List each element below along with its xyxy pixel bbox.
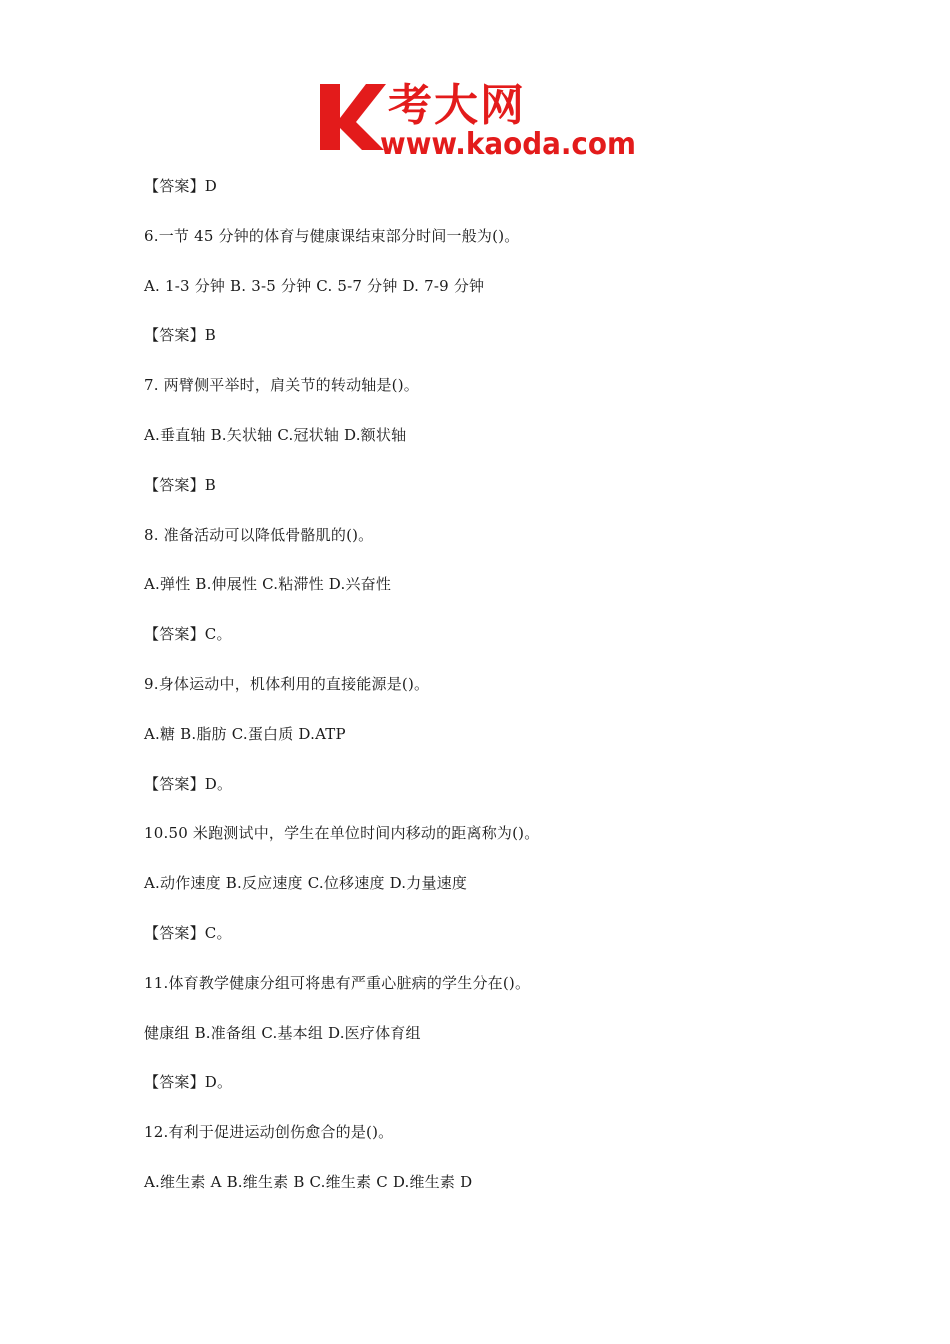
options-12: A.维生素 A B.维生素 B C.维生素 C D.维生素 D: [144, 1172, 473, 1191]
answer-line-8: 【答案】C。: [144, 625, 232, 644]
answer-line-6: 【答案】B: [144, 326, 217, 345]
question-8: 8. 准备活动可以降低骨骼肌的()。: [144, 525, 374, 544]
question-7: 7. 两臂侧平举时，肩关节的转动轴是()。: [144, 376, 419, 395]
options-9: A.糖 B.脂肪 C.蛋白质 D.ATP: [144, 724, 346, 743]
logo-url-text: www.kaoda.com: [380, 127, 636, 160]
answer-line-5: 【答案】D: [144, 177, 218, 195]
answer-line-11: 【答案】D。: [144, 1073, 233, 1092]
options-8: A.弹性 B.伸展性 C.粘滞性 D.兴奋性: [144, 575, 392, 594]
kaoda-logo: [318, 78, 640, 160]
question-12: 12.有利于促进运动创伤愈合的是()。: [144, 1123, 394, 1142]
options-6: A. 1-3 分钟 B. 3-5 分钟 C. 5-7 分钟 D. 7-9 分钟: [144, 276, 485, 295]
question-content: [144, 174, 844, 1220]
logo-k-mark: [320, 84, 386, 150]
answer-line-10: 【答案】C。: [144, 923, 232, 942]
options-10: A.动作速度 B.反应速度 C.位移速度 D.力量速度: [144, 874, 468, 893]
answer-line-7: 【答案】B: [144, 475, 217, 494]
question-11: 11.体育教学健康分组可将患有严重心脏病的学生分在()。: [144, 973, 531, 992]
kaoda-logo-graphic: [318, 78, 640, 160]
question-10: 10.50 米跑测试中，学生在单位时间内移动的距离称为()。: [144, 824, 540, 843]
question-9: 9.身体运动中，机体利用的直接能源是()。: [144, 674, 430, 693]
answer-line-9: 【答案】D。: [144, 774, 233, 793]
options-11: 健康组 B.准备组 C.基本组 D.医疗体育组: [144, 1023, 421, 1042]
question-6: 6.一节 45 分钟的体育与健康课结束部分时间一般为()。: [144, 226, 520, 245]
options-7: A.垂直轴 B.矢状轴 C.冠状轴 D.额状轴: [144, 425, 407, 444]
logo-cn-text: 考大网: [388, 80, 526, 131]
